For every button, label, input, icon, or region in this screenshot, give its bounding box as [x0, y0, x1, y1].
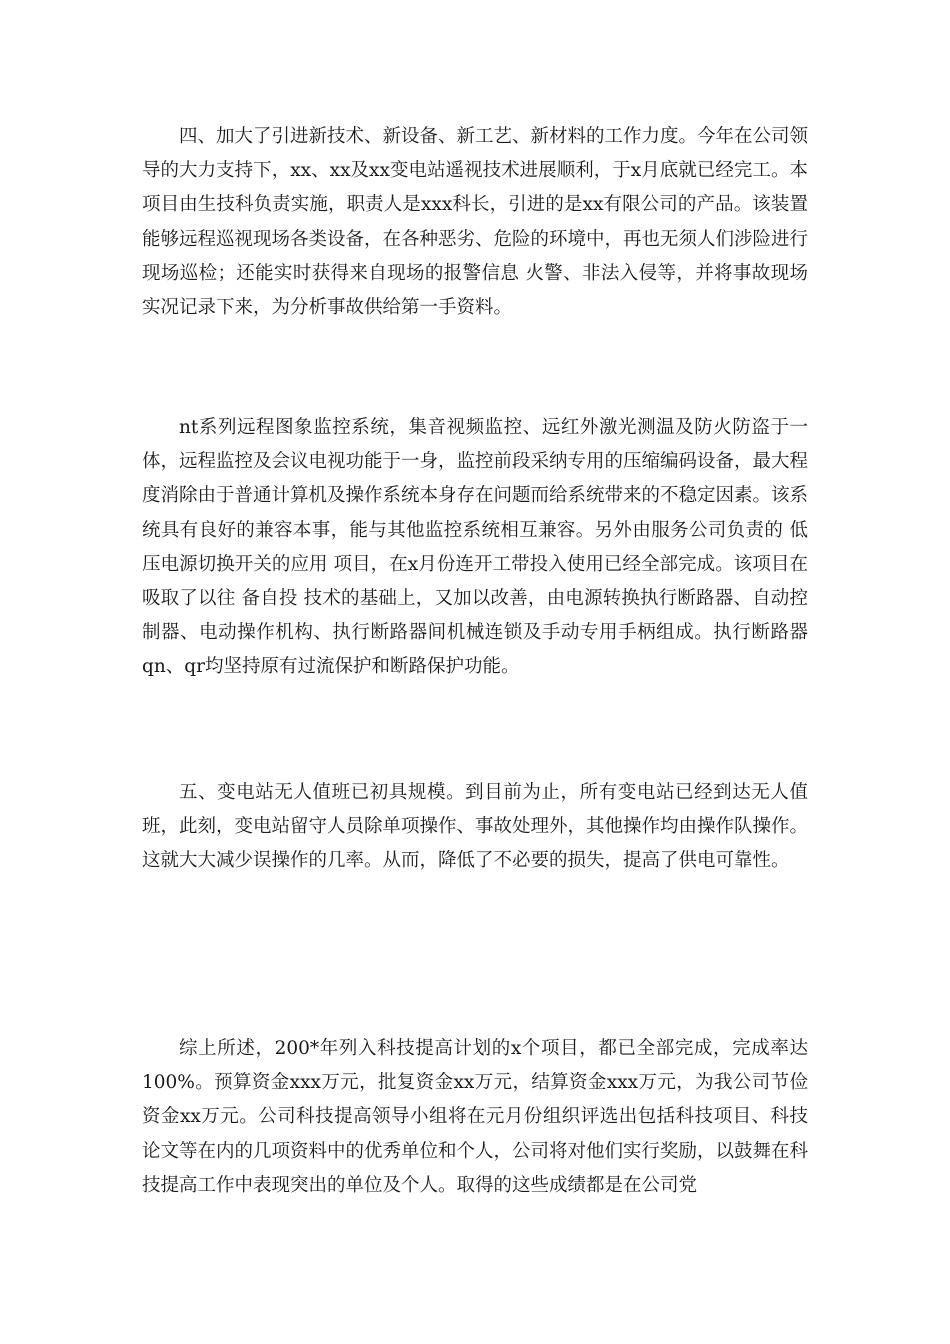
paragraph-unmanned-substation: 五、变电站无人值班已初具规模。到目前为止，所有变电站已经到达无人值班，此刻，变电站留守人员除单项操作、事故处理外，其他操作均由操作队操作。这就大大减少误操作的几率。从而，降低了不必要的损失，提高了供电可靠性。: [142, 782, 809, 872]
paragraph-new-technology: 四、加大了引进新技术、新设备、新工艺、新材料的工作力度。今年在公司领导的大力支持下，xx、xx及xx变电站遥视技术进展顺利，于x月底就已经完工。本项目由生技科负责实施，职责人是xxx科长，引进的是xx有限公司的产品。该装置能够远程巡视现场各类设备，在各种恶劣、危险的环境中，再也无须人们涉险进行现场巡检；还能实时获得来自现场的报警信息 火警、非法入侵等，并将事故现场实况记录下来，为分析事故供给第一手资料。: [142, 126, 809, 319]
paragraph-remote-monitoring-system: nt系列远程图象监控系统，集音视频监控、远红外激光测温及防火防盗于一体，远程监控及会议电视功能于一身，监控前段采纳专用的压缩编码设备，最大程度消除由于普通计算机及操作系统本身存在问题而给系统带来的不稳定因素。该系统具有良好的兼容本事，能与其他监控系统相互兼容。另外由服务公司负责的 低压电源切换开关的应用 项目，在x月份连开工带投入使用已经全部完成。该项目在吸取了以往 备自投 技术的基础上，又加以改善，由电源转换执行断路器、自动控制器、电动操作机构、执行断路器间机械连锁及手动专用手柄组成。执行断路器qn、qr均坚持原有过流保护和断路保护功能。: [142, 417, 809, 678]
paragraph-summary: 综上所述，200*年列入科技提高计划的x个项目，都已全部完成，完成率达100%。预算资金xxx万元，批复资金xx万元，结算资金xxx万元，为我公司节俭资金xx万元。公司科技提高领导小组将在元月份组织评选出包括科技项目、科技论文等在内的几项资料中的优秀单位和个人，公司将对他们实行奖励，以鼓舞在科技提高工作中表现突出的单位及个人。取得的这些成绩都是在公司党: [142, 1038, 809, 1196]
